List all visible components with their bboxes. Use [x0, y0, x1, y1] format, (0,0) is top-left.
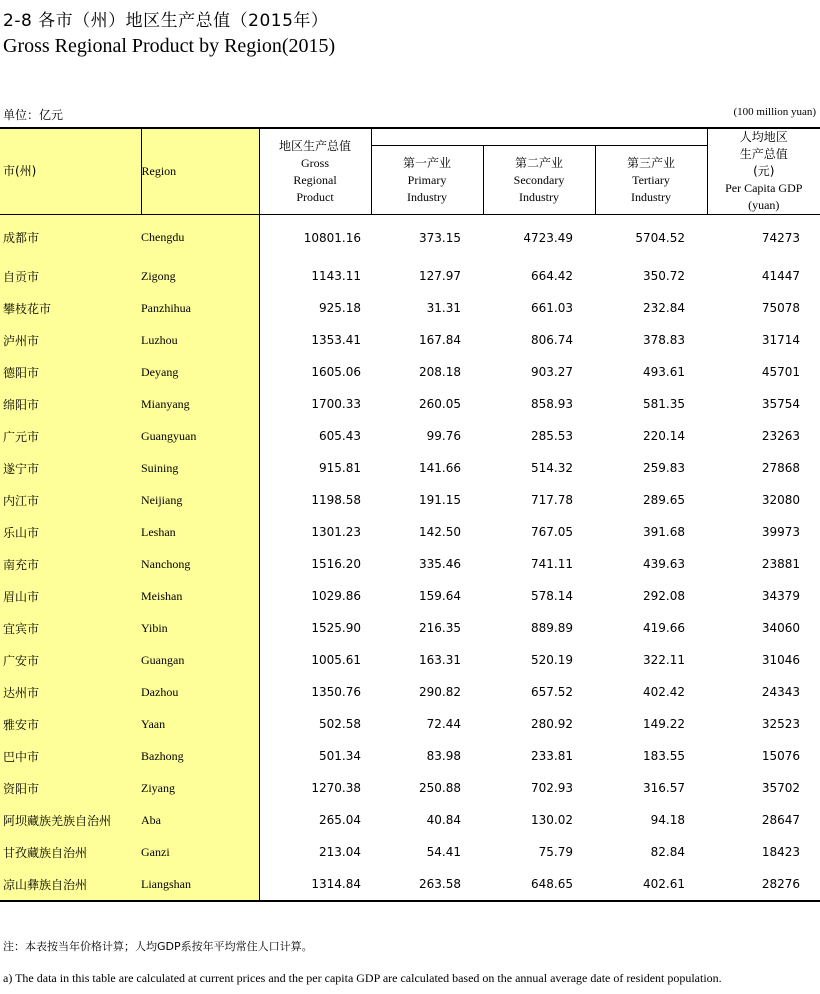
cell-tertiary: 289.65 [643, 493, 686, 507]
cell-secondary: 75.79 [538, 845, 573, 859]
cell-gdp: 1350.76 [311, 685, 361, 699]
cell-gdp: 1198.58 [311, 493, 361, 507]
cell-per-capita: 27868 [761, 461, 801, 475]
table-row [0, 612, 820, 644]
cell-region: Chengdu [141, 215, 259, 261]
table-row [0, 548, 820, 580]
cell-primary: 141.66 [419, 461, 461, 475]
header-per-capita [707, 128, 820, 215]
cell-gdp: 1143.11 [311, 269, 361, 283]
cell-primary: 54.41 [426, 845, 461, 859]
cell-region: Suining [141, 452, 259, 484]
cell-gdp: 915.81 [319, 461, 361, 475]
table-row [0, 868, 820, 901]
header-gdp-en-3: Product [296, 189, 334, 204]
cell-primary: 191.15 [419, 493, 461, 507]
cell-secondary: 285.53 [531, 429, 573, 443]
cell-primary: 127.97 [419, 269, 461, 283]
table-row [0, 292, 820, 324]
cell-gdp: 1605.06 [311, 365, 361, 379]
cell-city: 成都市 [0, 215, 141, 261]
cell-primary: 163.31 [419, 653, 461, 667]
cell-tertiary: 493.61 [643, 365, 686, 379]
cell-tertiary: 149.22 [643, 717, 686, 731]
cell-primary: 260.05 [419, 397, 461, 411]
cell-primary: 167.84 [419, 333, 461, 347]
cell-primary: 142.50 [419, 525, 461, 539]
header-city: 市(州) [0, 128, 141, 215]
cell-tertiary: 378.83 [643, 333, 686, 347]
cell-primary: 99.76 [426, 429, 461, 443]
cell-city: 德阳市 [0, 356, 141, 388]
table-row [0, 324, 820, 356]
table-row [0, 836, 820, 868]
cell-secondary: 4723.49 [523, 230, 573, 245]
cell-per-capita: 24343 [761, 685, 801, 699]
cell-primary: 72.44 [426, 717, 461, 731]
cell-city: 乐山市 [0, 516, 141, 548]
cell-region: Mianyang [141, 388, 259, 420]
cell-city: 阿坝藏族羌族自治州 [0, 804, 141, 836]
cell-secondary: 903.27 [531, 365, 573, 379]
cell-region: Deyang [141, 356, 259, 388]
cell-gdp: 1314.84 [259, 868, 371, 901]
cell-tertiary: 220.14 [643, 429, 686, 443]
header-pc-en-2: (yuan) [748, 198, 780, 212]
header-industry-spacer [371, 128, 707, 146]
cell-tertiary: 419.66 [643, 621, 686, 635]
cell-city: 凉山彝族自治州 [0, 868, 141, 901]
cell-region: Ganzi [141, 836, 259, 868]
cell-region: Yibin [141, 612, 259, 644]
cell-city: 攀枝花市 [0, 292, 141, 324]
cell-tertiary: 350.72 [643, 269, 686, 283]
header-primary-en-2: Industry [407, 189, 447, 204]
table-row [0, 708, 820, 740]
cell-region: Meishan [141, 580, 259, 612]
cell-tertiary: 82.84 [650, 845, 686, 859]
header-tertiary-en-2: Industry [631, 189, 671, 204]
cell-city: 巴中市 [0, 740, 141, 772]
cell-secondary: 741.11 [531, 557, 573, 571]
cell-per-capita: 28647 [761, 813, 801, 827]
page-title-cn: 2-8 各市（州）地区生产总值（2015年） [3, 11, 329, 31]
header-gdp-cn: 地区生产总值 [278, 138, 351, 153]
cell-city: 绵阳市 [0, 388, 141, 420]
header-secondary [483, 146, 595, 215]
cell-gdp: 605.43 [319, 429, 361, 443]
cell-primary: 335.46 [419, 557, 461, 571]
header-secondary-cn: 第二产业 [514, 155, 563, 170]
gdp-table [0, 127, 820, 902]
cell-tertiary: 259.83 [643, 461, 686, 475]
cell-secondary: 858.93 [531, 397, 573, 411]
header-gdp-en-1: Gross [300, 155, 329, 170]
table-row [0, 484, 820, 516]
header-tertiary-en-1: Tertiary [632, 172, 670, 187]
cell-per-capita: 35754 [761, 397, 801, 411]
header-pc-en-1: Per Capita GDP [725, 181, 803, 195]
cell-secondary: 767.05 [531, 525, 573, 539]
table-row [0, 676, 820, 708]
header-secondary-en-2: Industry [519, 189, 559, 204]
cell-gdp: 10801.16 [303, 230, 361, 245]
cell-tertiary: 316.57 [643, 781, 686, 795]
table-header [0, 128, 820, 215]
cell-tertiary: 402.61 [595, 868, 707, 901]
table-row [0, 452, 820, 484]
cell-per-capita: 31714 [761, 333, 801, 347]
cell-secondary: 233.81 [531, 749, 573, 763]
page-title-en: Gross Regional Product by Region(2015) [3, 35, 336, 57]
cell-tertiary: 322.11 [643, 653, 686, 667]
cell-per-capita: 23881 [761, 557, 801, 571]
cell-region: Yaan [141, 708, 259, 740]
cell-city: 广安市 [0, 644, 141, 676]
cell-region: Guangyuan [141, 420, 259, 452]
cell-city: 眉山市 [0, 580, 141, 612]
cell-secondary: 806.74 [531, 333, 573, 347]
cell-city: 广元市 [0, 420, 141, 452]
cell-primary: 263.58 [371, 868, 483, 901]
cell-per-capita: 31046 [761, 653, 801, 667]
cell-tertiary: 232.84 [643, 301, 686, 315]
cell-secondary: 702.93 [531, 781, 573, 795]
cell-city: 雅安市 [0, 708, 141, 740]
cell-gdp: 1005.61 [311, 653, 361, 667]
header-pc-cn-1: 人均地区 [739, 130, 788, 144]
cell-gdp: 213.04 [319, 845, 361, 859]
table-row [0, 580, 820, 612]
table-row [0, 772, 820, 804]
cell-secondary: 648.65 [483, 868, 595, 901]
cell-region: Liangshan [141, 868, 259, 901]
cell-tertiary: 183.55 [643, 749, 686, 763]
cell-per-capita: 34379 [761, 589, 801, 603]
cell-secondary: 661.03 [531, 301, 573, 315]
cell-per-capita: 34060 [761, 621, 801, 635]
cell-primary: 373.15 [419, 230, 461, 245]
cell-per-capita: 18423 [761, 845, 801, 859]
cell-city: 遂宁市 [0, 452, 141, 484]
cell-city: 南充市 [0, 548, 141, 580]
cell-secondary: 889.89 [531, 621, 573, 635]
header-region: Region [141, 128, 259, 215]
cell-primary: 290.82 [419, 685, 461, 699]
cell-city: 资阳市 [0, 772, 141, 804]
cell-gdp: 1301.23 [311, 525, 361, 539]
cell-tertiary: 5704.52 [635, 230, 686, 245]
table-row [0, 356, 820, 388]
cell-city: 达州市 [0, 676, 141, 708]
cell-per-capita: 23263 [761, 429, 801, 443]
header-secondary-en-1: Secondary [513, 172, 565, 187]
cell-region: Aba [141, 804, 259, 836]
cell-primary: 40.84 [426, 813, 461, 827]
cell-region: Bazhong [141, 740, 259, 772]
cell-region: Leshan [141, 516, 259, 548]
cell-secondary: 514.32 [531, 461, 573, 475]
table-row [0, 388, 820, 420]
cell-region: Luzhou [141, 324, 259, 356]
cell-primary: 250.88 [419, 781, 461, 795]
cell-tertiary: 402.42 [643, 685, 686, 699]
cell-city: 内江市 [0, 484, 141, 516]
cell-primary: 208.18 [419, 365, 461, 379]
cell-gdp: 1516.20 [311, 557, 361, 571]
footnote-en: a) The data in this table are calculated at current prices and the per capita GDP are calculated based on the annual average date of resident population. [3, 971, 722, 985]
cell-tertiary: 439.63 [643, 557, 686, 571]
cell-primary: 31.31 [426, 301, 461, 315]
cell-region: Ziyang [141, 772, 259, 804]
table-body [0, 215, 820, 902]
cell-city: 泸州市 [0, 324, 141, 356]
header-primary [371, 146, 483, 215]
table-row [0, 804, 820, 836]
cell-city: 宜宾市 [0, 612, 141, 644]
unit-label-cn: 单位：亿元 [3, 108, 64, 122]
cell-city: 甘孜藏族自治州 [0, 836, 141, 868]
gdp-table-container [0, 127, 820, 902]
cell-secondary: 717.78 [531, 493, 573, 507]
cell-gdp: 265.04 [319, 813, 361, 827]
cell-per-capita: 45701 [761, 365, 801, 379]
cell-per-capita: 75078 [761, 301, 801, 315]
footnote-cn: 注：本表按当年价格计算；人均GDP系按年平均常住人口计算。 [3, 940, 313, 953]
header-primary-cn: 第一产业 [402, 155, 451, 170]
header-tertiary-cn: 第三产业 [627, 155, 676, 170]
cell-primary: 83.98 [426, 749, 461, 763]
cell-region: Nanchong [141, 548, 259, 580]
header-tertiary [595, 146, 707, 215]
table-row [0, 644, 820, 676]
table-row [0, 740, 820, 772]
cell-per-capita: 39973 [761, 525, 801, 539]
cell-city: 自贡市 [0, 260, 141, 292]
cell-per-capita: 32080 [761, 493, 801, 507]
cell-per-capita: 28276 [707, 868, 820, 901]
cell-secondary: 664.42 [531, 269, 573, 283]
cell-region: Zigong [141, 260, 259, 292]
cell-secondary: 657.52 [531, 685, 573, 699]
table-row [0, 215, 820, 261]
header-pc-cn-2: 生产总值 [739, 147, 788, 161]
cell-tertiary: 391.68 [643, 525, 686, 539]
cell-per-capita: 74273 [761, 230, 801, 245]
table-row [0, 516, 820, 548]
cell-tertiary: 581.35 [643, 397, 686, 411]
cell-per-capita: 41447 [761, 269, 801, 283]
cell-region: Dazhou [141, 676, 259, 708]
cell-gdp: 502.58 [319, 717, 361, 731]
cell-per-capita: 32523 [761, 717, 801, 731]
cell-gdp: 501.34 [319, 749, 361, 763]
header-gdp [259, 128, 371, 215]
cell-gdp: 1700.33 [311, 397, 361, 411]
cell-secondary: 520.19 [531, 653, 573, 667]
cell-secondary: 130.02 [531, 813, 573, 827]
cell-per-capita: 35702 [761, 781, 801, 795]
cell-gdp: 925.18 [319, 301, 361, 315]
cell-tertiary: 94.18 [650, 813, 686, 827]
cell-gdp: 1525.90 [311, 621, 361, 635]
cell-gdp: 1029.86 [311, 589, 361, 603]
table-row [0, 260, 820, 292]
header-pc-cn-3: (元) [753, 164, 775, 178]
cell-secondary: 280.92 [531, 717, 573, 731]
cell-gdp: 1270.38 [311, 781, 361, 795]
cell-gdp: 1353.41 [311, 333, 361, 347]
cell-region: Guangan [141, 644, 259, 676]
unit-label-en: (100 million yuan) [733, 106, 816, 118]
cell-primary: 216.35 [419, 621, 461, 635]
cell-secondary: 578.14 [531, 589, 573, 603]
cell-region: Panzhihua [141, 292, 259, 324]
cell-region: Neijiang [141, 484, 259, 516]
cell-tertiary: 292.08 [643, 589, 686, 603]
header-primary-en-1: Primary [407, 172, 447, 187]
table-row [0, 420, 820, 452]
cell-per-capita: 15076 [761, 749, 801, 763]
header-gdp-en-2: Regional [293, 172, 337, 187]
cell-primary: 159.64 [419, 589, 461, 603]
